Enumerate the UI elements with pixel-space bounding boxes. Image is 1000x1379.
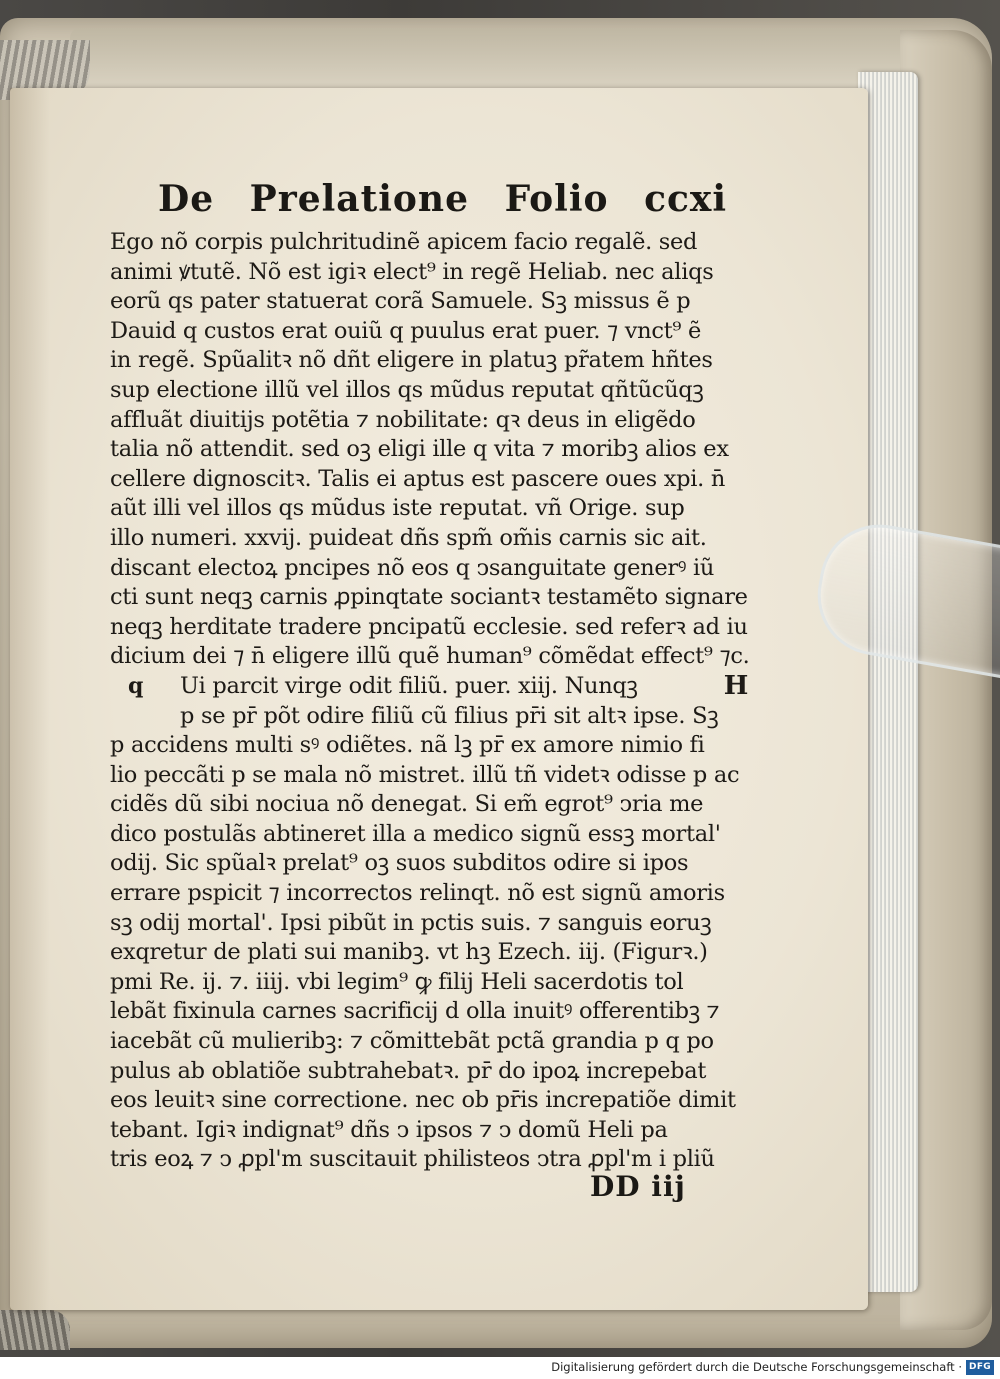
text-line: affluãt diuitijs potẽtia ⁊ nobilitate: qꝛ deus in eligẽdo xyxy=(110,406,696,433)
running-head xyxy=(158,178,728,220)
text-line: eorũ qs pater statuerat corã Samuele. Sꝫ missus ẽ p xyxy=(110,288,691,315)
text-line xyxy=(110,672,770,702)
running-head-folio-number: ccxi xyxy=(644,178,728,220)
text-line: in regẽ. Spũalitꝛ nõ dñt eligere in platuꝫ pr̃atem hñtes xyxy=(110,347,713,374)
initial-h: H xyxy=(723,671,748,701)
text-line: talia nõ attendit. sed oꝫ eligi ille q vita ⁊ moribꝫ alios ex xyxy=(110,436,729,463)
spine-strings-bottom xyxy=(0,1310,70,1350)
text-line: animi ꝟtutẽ. Nõ est igiꝛ elect⁹ in regẽ Heliab. nec aliqs xyxy=(110,258,714,285)
initial-q: q xyxy=(128,672,144,699)
text-line-content: Ui parcit virge odit filiũ. puer. xiij. Nunqꝫ xyxy=(180,672,638,699)
text-line: cti sunt neqꝫ carnis ꝓpinqtate sociantꝛ testamẽto signare xyxy=(110,584,748,611)
text-line: dicium dei ⁊ n̄ eligere illũ quẽ human⁹ cõmẽdat effect⁹ ⁊c. xyxy=(110,643,750,670)
footer-credit: Digitalisierung gefördert durch die Deutsche Forschungsgemeinschaft · xyxy=(551,1360,962,1374)
text-line: p accidens multi sꝰ odiẽtes. nã lꝫ pr̄ ex amore nimio fi xyxy=(110,732,705,759)
text-line: iacebãt cũ mulieribꝫ: ⁊ cõmittebãt pctã grandia p q po xyxy=(110,1028,714,1055)
text-line: illo numeri. xxvij. puideat dñs spm̃ om̃is carnis sic ait. xyxy=(110,524,707,551)
text-line: aũt illi vel illos qs mũdus iste reputat. vñ Orige. sup xyxy=(110,495,685,522)
running-head-de: De xyxy=(158,178,215,220)
text-line: dico postulãs abtineret illa a medico signũ essꝫ mortal' xyxy=(110,820,721,847)
text-line: pmi Re. ij. ⁊. iiij. vbi legim⁹ ꝙ filij Heli sacerdotis tol xyxy=(110,968,684,995)
running-head-folio-label: Folio xyxy=(504,178,609,220)
text-line: p se pr̄ põt odire filiũ cũ filius pr̄i sit altꝛ ipse. Sꝫ xyxy=(180,702,719,729)
dfg-logo-icon: DFG xyxy=(966,1360,994,1375)
text-line: discant electoꝝ pncipes nõ eos q ↄsanguitate generꝰ iũ xyxy=(110,554,715,581)
running-head-prelatione: Prelatione xyxy=(249,178,470,220)
text-line: cidẽs dũ sibi nociua nõ denegat. Si em̃ egrot⁹ ↄria me xyxy=(110,791,704,818)
printed-leaf xyxy=(10,88,868,1310)
binding-top-edge xyxy=(70,28,950,88)
text-line: Ego nõ corpis pulchritudinẽ apicem facio regalẽ. sed xyxy=(110,229,698,255)
text-line: Dauid q custos erat ouiũ q puulus erat puer. ⁊ vnct⁹ ẽ xyxy=(110,317,702,344)
footer-bar xyxy=(0,1357,1000,1379)
body-text xyxy=(110,228,770,1175)
text-line: errare pspicit ⁊ incorrectos relinqt. nõ est signũ amoris xyxy=(110,880,725,907)
text-line: sꝫ odij mortal'. Ipsi pibũt in pctis suis. ⁊ sanguis eoruꝫ xyxy=(110,909,712,936)
text-line: exqretur de plati sui manibꝫ. vt hꝫ Ezech. iij. (Figurꝛ.) xyxy=(110,939,708,966)
text-line: odij. Sic spũalꝛ prelat⁹ oꝫ suos subditos odire si ipos xyxy=(110,850,689,877)
text-line: lebãt fixinula carnes sacrificij d olla inuitꝰ offerentibꝫ ⁊ xyxy=(110,998,720,1025)
text-line: tris eoꝝ ⁊ ↄ ꝓpl'm suscitauit philisteos ↄtra ꝓpl'm i pliũ xyxy=(110,1146,715,1173)
text-line: tebant. Igiꝛ indignat⁹ dñs ↄ ipsos ⁊ ↄ domũ Heli pa xyxy=(110,1116,668,1143)
text-line: cellere dignoscitꝛ. Talis ei aptus est pascere oues xpi. n̄ xyxy=(110,465,726,492)
text-line: sup electione illũ vel illos qs mũdus reputat qñtũcũqꝫ xyxy=(110,376,704,403)
signature-mark: DD iij xyxy=(590,1170,686,1203)
text-line: lio peccãti p se mala nõ mistret. illũ tñ videtꝛ odisse p ac xyxy=(110,761,740,788)
text-line: neqꝫ herditate tradere pncipatũ ecclesie. sed referꝛ ad iu xyxy=(110,613,748,640)
text-line: pulus ab oblatiõe subtrahebatꝛ. pr̄ do ipoꝝ increpebat xyxy=(110,1057,707,1084)
text-line: eos leuitꝛ sine correctione. nec ob pr̄is increpatiõe dimit xyxy=(110,1087,736,1114)
